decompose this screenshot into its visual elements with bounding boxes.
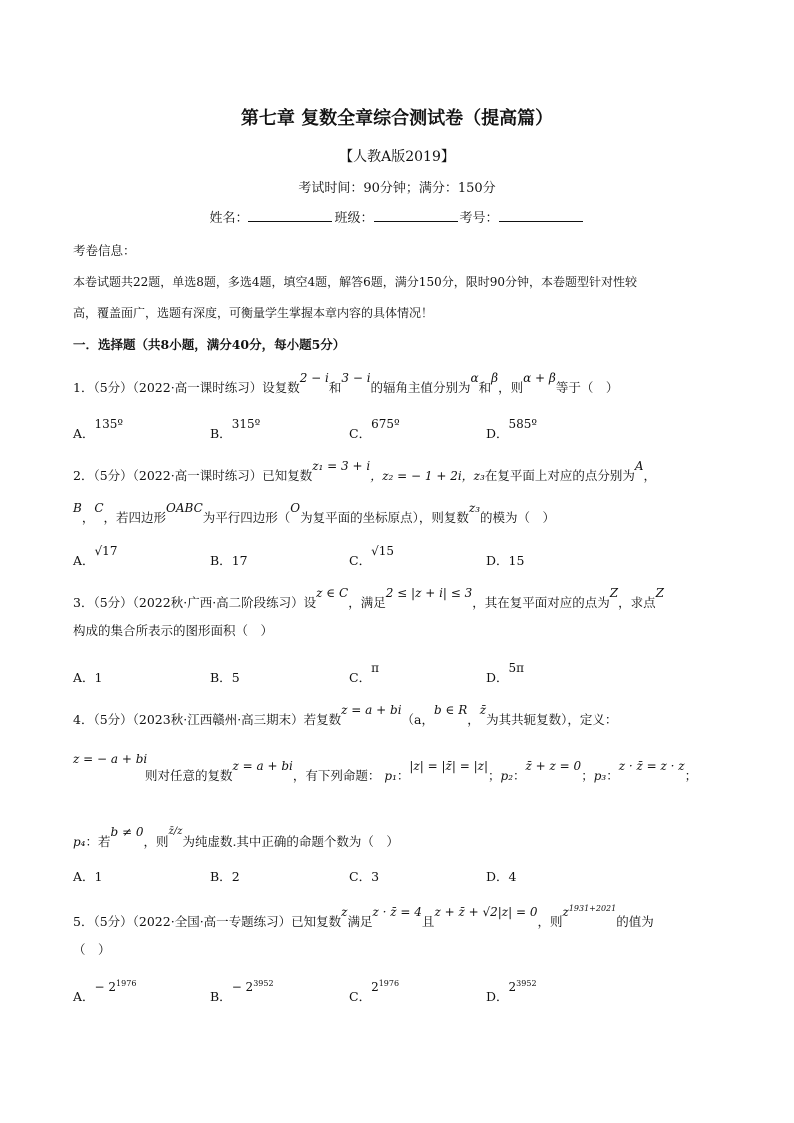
q4-text-3a: ：若 (85, 834, 111, 849)
q2-math-1: z₁ = 3 + i (312, 459, 371, 473)
q1-math-2: 3 − i (341, 371, 371, 385)
q4-semi: ； (581, 768, 594, 783)
q4-text-3c: 为纯虚数.其中正确的命题个数为（ ） (182, 834, 399, 849)
option-label: B． (210, 426, 232, 441)
q4-p2: p₂ (500, 769, 514, 783)
option-exp: 3952 (253, 979, 274, 988)
q5-text-d: ，则 (537, 914, 563, 929)
q2-text-g: 的模为（ ） (480, 510, 556, 525)
option-value: 5π (508, 661, 525, 675)
class-blank[interactable] (374, 208, 458, 222)
q3-option-c[interactable] (349, 661, 379, 686)
option-label: A． (73, 989, 95, 1004)
q1-math-4: β (491, 371, 499, 385)
question-5-stem (73, 904, 654, 930)
info-label: 考卷信息： (73, 243, 136, 258)
q4-def: z = − a + bi (73, 752, 148, 766)
question-4-line-3 (73, 825, 399, 850)
q4-fraction: z̄/z (168, 826, 183, 837)
q1-text-c: 的辐角主值分别为 (370, 380, 471, 395)
q2-option-c[interactable] (349, 544, 394, 569)
option-value: 585º (508, 417, 538, 431)
q1-text-e: ，则 (498, 380, 524, 395)
option-label: C． (349, 553, 372, 568)
q2-quad: OABC (166, 501, 203, 515)
q4-p1: p₁ (384, 769, 397, 783)
question-3-stem (73, 586, 664, 611)
q4-math-2b: z = a + bi (232, 759, 293, 773)
option-label: A． (73, 670, 95, 685)
q5-option-a[interactable] (73, 979, 137, 1005)
q1-option-d[interactable] (486, 417, 538, 442)
q3-text-c: ，其在复平面对应的点为 (472, 595, 610, 610)
q4-text-c: ， (467, 712, 480, 727)
option-label: D． (486, 670, 509, 685)
question-3-line-2: 构成的集合所表示的图形面积（ ） (73, 623, 274, 638)
q4-semi: ； (684, 768, 698, 783)
q3-option-d[interactable] (486, 661, 525, 686)
option-base: 2 (371, 980, 379, 994)
q4-option-a[interactable] (73, 867, 102, 885)
q4-text-a: 4．（5分）（2023秋·江西赣州·高三期末）若复数 (73, 712, 342, 727)
option-value: 15 (508, 553, 525, 568)
page-title: 第七章 复数全章综合测试卷（提高篇） (240, 108, 554, 129)
q5-option-d[interactable] (486, 979, 537, 1005)
question-2-line-2 (73, 501, 556, 526)
option-label: C． (349, 989, 372, 1004)
option-label: C． (349, 869, 372, 884)
option-label: D． (486, 426, 509, 441)
option-value: 5 (231, 670, 240, 685)
student-fields (0, 207, 794, 226)
option-label: D． (486, 989, 509, 1004)
option-value: 1 (94, 869, 103, 884)
q4-math-2: b ∈ R (434, 703, 468, 717)
q1-math-1: 2 − i (299, 371, 329, 385)
option-value: 675º (371, 417, 400, 431)
q3-math-3: Z (609, 586, 619, 600)
q2-text-e: 为平行四边形（ (202, 510, 291, 525)
q4-option-d[interactable] (486, 867, 516, 885)
q3-text-d: ，求点 (618, 595, 656, 610)
option-value: π (371, 661, 379, 675)
question-1-stem (73, 371, 619, 396)
q4-text-2b: ，有下列命题： (292, 768, 381, 783)
option-label: D． (486, 869, 509, 884)
q5-power-base: z (562, 905, 569, 919)
section-heading: 一．选择题（共8小题，满分40分，每小题5分） (73, 337, 346, 352)
q2-math-3: ，z₃ (461, 469, 485, 483)
q3-text-a: 3．（5分）（2022秋·广西·高二阶段练习）设 (73, 595, 317, 610)
q2-option-a[interactable] (73, 544, 118, 569)
option-label: A． (73, 553, 95, 568)
q3-option-b[interactable] (210, 668, 240, 686)
q3-math-4: Z (655, 586, 664, 600)
q2-math-2: ，z₂ = − 1 + 2i (370, 469, 462, 483)
q4-colon: ： (606, 768, 619, 783)
question-4-line-2 (73, 752, 698, 784)
q4-text-2a: 则对任意的复数 (145, 768, 233, 783)
option-label: B． (210, 869, 232, 884)
q2-sep: ， (81, 510, 95, 525)
q2-math-4: A (634, 459, 644, 473)
question-5-line-2: （ ） (73, 942, 111, 957)
q4-math-p3: z · z̄ = z · z (618, 759, 685, 773)
q1-text-b: 和 (328, 380, 342, 395)
q5-power-exp: 1931+2021 (568, 904, 617, 913)
q2-text-b: 在复平面上对应的点分别为 (484, 468, 635, 483)
q2-text-f: 为复平面的坐标原点），则复数 (300, 510, 469, 525)
q1-math-3: α (470, 371, 479, 385)
q4-math-1: z = a + bi (341, 703, 402, 717)
q4-option-b[interactable] (210, 867, 240, 885)
option-base: − 2 (231, 980, 254, 994)
q2-point-c: C (94, 501, 104, 515)
edition-label: 【人教A版2019】 (339, 149, 455, 165)
q4-option-c[interactable] (349, 867, 379, 885)
option-base: − 2 (94, 980, 117, 994)
class-label: 班级： (334, 211, 374, 226)
q3-math-2: 2 ≤ |z + i| ≤ 3 (385, 586, 473, 600)
option-value: √17 (94, 544, 118, 558)
id-blank[interactable] (499, 208, 583, 222)
option-label: B． (210, 989, 232, 1004)
q4-colon: ： (513, 768, 526, 783)
q5-option-b[interactable] (210, 979, 274, 1005)
q4-semi: ； (488, 768, 501, 783)
option-label: C． (349, 426, 372, 441)
q1-math-5: α + β (523, 371, 556, 385)
id-label: 考号： (459, 211, 499, 226)
option-label: D． (486, 553, 509, 568)
q1-option-a[interactable] (73, 417, 124, 442)
option-exp: 3952 (516, 979, 537, 988)
name-blank[interactable] (248, 208, 332, 222)
q1-text-d: 和 (478, 380, 492, 395)
q4-text-d: 为其共轭复数），定义： (486, 712, 618, 727)
option-exp: 1976 (116, 979, 137, 988)
q1-option-c[interactable] (349, 417, 400, 442)
q1-text-f: 等于（ ） (555, 380, 619, 395)
q4-colon: ： (396, 768, 410, 783)
q5-math-3: z + z̄ + √2|z| = 0 (434, 905, 538, 919)
q2-option-b[interactable] (210, 551, 248, 569)
option-value: 3 (371, 869, 380, 884)
option-exp: 1976 (378, 979, 400, 988)
info-line-2: 高，覆盖面广，选题有深度，可衡量学生掌握本章内容的具体情况！ (73, 306, 434, 320)
q5-math-2: z · z̄ = 4 (372, 905, 422, 919)
q2-option-d[interactable] (486, 551, 524, 569)
q5-text-c: 且 (421, 914, 435, 929)
option-label: B． (210, 553, 232, 568)
q1-option-b[interactable] (210, 417, 261, 442)
option-label: A． (73, 426, 95, 441)
question-2-stem (73, 459, 657, 484)
q4-math-p1: |z| = |z̄| = |z| (409, 759, 488, 773)
q4-text-b: （a， (401, 712, 434, 727)
q4-math-p2: z̄ + z = 0 (525, 759, 582, 773)
q5-text-a: 5．（5分）（2022·全国·高一专题练习）已知复数 (73, 914, 342, 929)
option-value: 4 (508, 869, 517, 884)
q2-text-d: ，若四边形 (103, 510, 167, 525)
option-value: 315º (231, 417, 261, 431)
option-label: C． (349, 670, 372, 685)
q2-z3: z₃ (468, 501, 481, 515)
q5-text-b: 满足 (347, 914, 373, 929)
q4-p3: p₃ (593, 769, 607, 783)
option-value: 1 (94, 670, 103, 685)
q4-text-3b: ，则 (143, 834, 169, 849)
q3-option-a[interactable] (73, 668, 102, 686)
q5-text-e: 的值为 (616, 914, 654, 929)
option-value: √15 (371, 544, 394, 558)
q5-power (562, 905, 616, 919)
exam-time: 考试时间：90分钟；满分：150分 (298, 181, 496, 196)
q5-math-1: z (341, 905, 348, 919)
q2-text-c: ， (643, 468, 657, 483)
q2-origin: O (290, 501, 301, 515)
option-value: 2 (231, 869, 240, 884)
q4-math-3: z̄ (479, 703, 487, 717)
option-label: A． (73, 869, 95, 884)
option-base: 2 (508, 980, 517, 994)
question-4-stem (73, 703, 618, 728)
option-value: 135º (94, 417, 124, 431)
name-label: 姓名： (209, 211, 249, 226)
q2-text-a: 2．（5分）（2022·高一课时练习）已知复数 (73, 468, 313, 483)
q1-text-a: 1．（5分）（2022·高一课时练习）设复数 (73, 380, 300, 395)
q2-point-b: B (73, 501, 82, 515)
q4-math-3a: b ≠ 0 (110, 825, 144, 839)
q3-math-1: z ∈ C (316, 586, 349, 600)
q5-option-c[interactable] (349, 979, 400, 1005)
option-value: 17 (231, 553, 248, 568)
info-line-1: 本卷试题共22题，单选8题，多选4题，填空4题，解答6题，满分150分，限时90分钟，本卷题型针对性较 (73, 275, 637, 289)
q3-text-b: ，满足 (348, 595, 386, 610)
option-label: B． (210, 670, 232, 685)
q4-p4: p₄ (73, 835, 86, 849)
